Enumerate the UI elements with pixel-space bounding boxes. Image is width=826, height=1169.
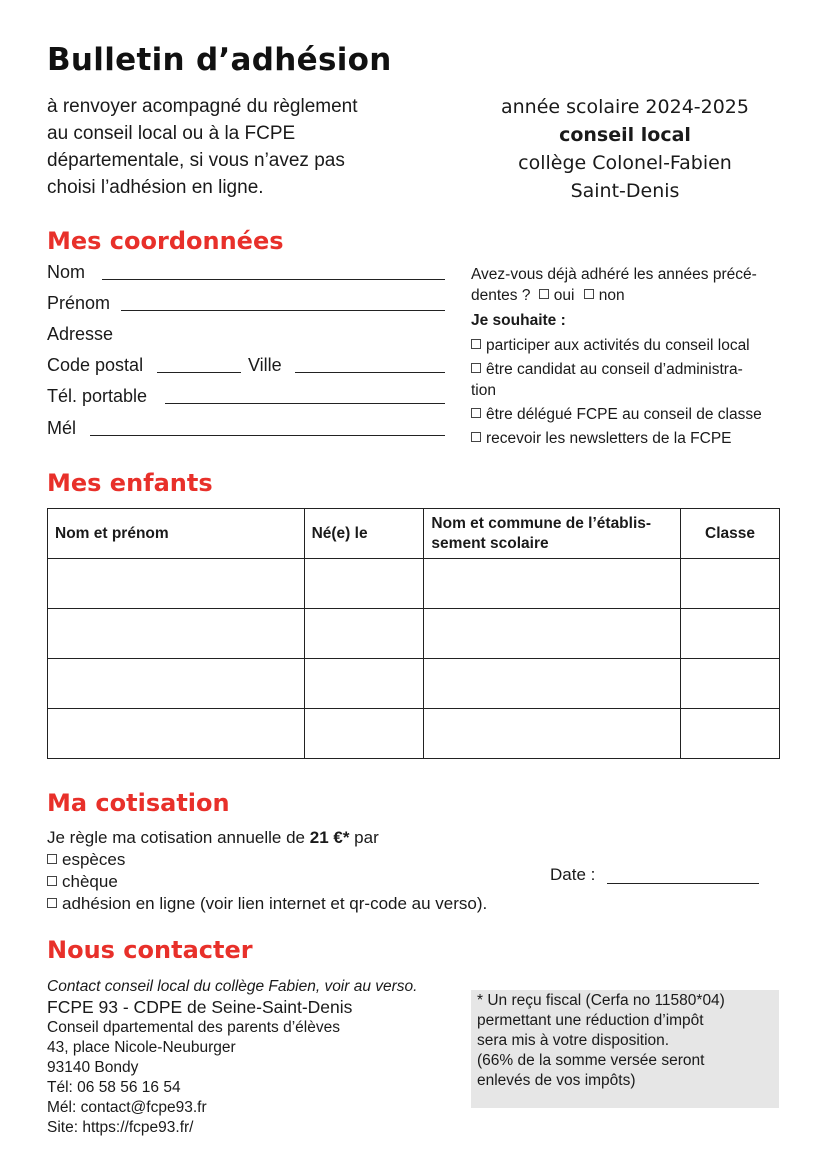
- non-label: non: [598, 287, 625, 304]
- label-tel: Tél. portable: [47, 386, 148, 406]
- column-header-class: Classe: [681, 509, 780, 559]
- code-postal-field[interactable]: [157, 372, 241, 373]
- souhaite-label: Je souhaite :: [471, 312, 566, 329]
- cotisation-amount: 21 €*: [309, 828, 350, 847]
- tel-field[interactable]: [165, 403, 445, 404]
- fiscal-line: permettant une réduction d’impôt: [477, 1012, 704, 1029]
- children-table: [47, 508, 780, 759]
- payment-option-cheque[interactable]: [47, 871, 487, 893]
- table-row: [48, 609, 780, 659]
- label-ville: Ville: [248, 355, 282, 375]
- column-header-line: Nom et commune de l’établis-: [431, 514, 652, 532]
- section-heading-contact: Nous contacter: [47, 936, 253, 964]
- already-question-line: Avez-vous déjà adhéré les années précé-: [471, 266, 757, 283]
- table-cell[interactable]: [48, 559, 305, 609]
- table-cell[interactable]: [681, 609, 780, 659]
- table-cell[interactable]: [48, 659, 305, 709]
- option-candidat[interactable]: [471, 359, 786, 401]
- fiscal-line: (66% de la somme versée seront: [477, 1052, 705, 1069]
- fiscal-note-box: [471, 990, 779, 1108]
- cotisation-text: [47, 827, 487, 849]
- section-heading-coordonnees: Mes coordonnées: [47, 227, 284, 255]
- prenom-field[interactable]: [121, 310, 445, 311]
- date-label: Date :: [550, 865, 596, 884]
- date-field[interactable]: [607, 883, 759, 884]
- table-cell[interactable]: [304, 609, 424, 659]
- table-row: [48, 659, 780, 709]
- cotisation-text-part: par: [354, 828, 379, 847]
- cotisation-block: [47, 827, 487, 915]
- table-cell[interactable]: [304, 709, 424, 759]
- option-label: être candidat au conseil d’administra-: [486, 361, 743, 378]
- option-label: participer aux activités du conseil local: [486, 337, 750, 354]
- council-label: conseil local: [559, 124, 691, 146]
- label-code-postal: Code postal: [47, 355, 144, 375]
- fiscal-line: enlevés de vos impôts): [477, 1072, 636, 1089]
- table-row: [48, 559, 780, 609]
- intro-line: choisi l’adhésion en ligne.: [47, 177, 264, 198]
- section-heading-cotisation: Ma cotisation: [47, 789, 230, 817]
- table-cell[interactable]: [681, 709, 780, 759]
- column-header-name: Nom et prénom: [48, 509, 305, 559]
- school-year: année scolaire 2024-2025: [500, 96, 749, 118]
- intro-line: au conseil local ou à la FCPE: [47, 123, 296, 144]
- label-mel: Mél: [47, 418, 77, 438]
- intro-text: [47, 93, 447, 201]
- contact-postcode: 93140 Bondy: [47, 1059, 139, 1076]
- contact-block: [47, 977, 417, 1138]
- payment-option-online[interactable]: [47, 893, 487, 915]
- ville-field[interactable]: [295, 372, 445, 373]
- option-label: espèces: [62, 850, 126, 869]
- option-label: recevoir les newsletters de la FCPE: [486, 430, 732, 447]
- cotisation-text-part: Je règle ma cotisation annuelle de: [47, 828, 305, 847]
- section-heading-enfants: Mes enfants: [47, 469, 213, 497]
- checkbox[interactable]: [471, 408, 481, 418]
- option-label: adhésion en ligne (voir lien internet et qr-code au verso).: [62, 894, 488, 913]
- already-question-line: dentes ?: [471, 287, 531, 304]
- school-name: collège Colonel-Fabien: [518, 152, 732, 174]
- school-block: [470, 93, 780, 205]
- table-header-row: [48, 509, 780, 559]
- already-question: [471, 264, 786, 306]
- table-cell[interactable]: [424, 609, 681, 659]
- checkbox[interactable]: [471, 363, 481, 373]
- contact-site[interactable]: Site: https://fcpe93.fr/: [47, 1119, 194, 1136]
- table-cell[interactable]: [424, 709, 681, 759]
- checkbox[interactable]: [471, 339, 481, 349]
- table-row: [48, 709, 780, 759]
- table-cell[interactable]: [424, 659, 681, 709]
- payment-option-especes[interactable]: [47, 849, 487, 871]
- option-label: tion: [471, 382, 496, 399]
- fiscal-line: * Un reçu fiscal (Cerfa no 11580*04): [477, 992, 725, 1009]
- option-label: être délégué FCPE au conseil de classe: [486, 406, 762, 423]
- checkbox[interactable]: [471, 432, 481, 442]
- school-city: Saint-Denis: [570, 180, 680, 202]
- contact-mel[interactable]: Mél: contact@fcpe93.fr: [47, 1099, 207, 1116]
- intro-line: à renvoyer acompagné du règlement: [47, 96, 358, 117]
- label-adresse: Adresse: [47, 324, 114, 344]
- option-newsletters[interactable]: [471, 428, 786, 449]
- option-activites[interactable]: [471, 335, 786, 356]
- contact-tel: Tél: 06 58 56 16 54: [47, 1079, 181, 1096]
- column-header-birth: Né(e) le: [304, 509, 424, 559]
- oui-checkbox[interactable]: [539, 289, 549, 299]
- non-checkbox[interactable]: [584, 289, 594, 299]
- mel-field[interactable]: [90, 435, 445, 436]
- page-title: Bulletin d’adhésion: [47, 42, 392, 78]
- contact-org-full: Conseil dpartemental des parents d’élèves: [47, 1019, 340, 1036]
- fiscal-line: sera mis à votre disposition.: [477, 1032, 670, 1049]
- column-header-line: sement scolaire: [431, 534, 549, 552]
- intro-line: départementale, si vous n’avez pas: [47, 150, 345, 171]
- contact-note: Contact conseil local du collège Fabien, voir au verso.: [47, 978, 418, 995]
- checkbox[interactable]: [47, 854, 57, 864]
- table-cell[interactable]: [424, 559, 681, 609]
- option-label: chèque: [62, 872, 118, 891]
- checkbox[interactable]: [47, 898, 57, 908]
- checkbox[interactable]: [47, 876, 57, 886]
- table-cell[interactable]: [48, 709, 305, 759]
- table-cell[interactable]: [304, 559, 424, 609]
- table-cell[interactable]: [48, 609, 305, 659]
- label-prenom: Prénom: [47, 293, 111, 313]
- oui-label: oui: [553, 287, 575, 304]
- label-nom: Nom: [47, 262, 86, 282]
- table-cell[interactable]: [681, 559, 780, 609]
- membership-questions: [471, 264, 786, 452]
- contact-address: 43, place Nicole-Neuburger: [47, 1039, 236, 1056]
- table-cell[interactable]: [681, 659, 780, 709]
- column-header-school: [424, 509, 681, 559]
- contact-org: FCPE 93 - CDPE de Seine-Saint-Denis: [47, 997, 353, 1017]
- table-cell[interactable]: [304, 659, 424, 709]
- nom-field[interactable]: [102, 279, 445, 280]
- option-delegue[interactable]: [471, 404, 786, 425]
